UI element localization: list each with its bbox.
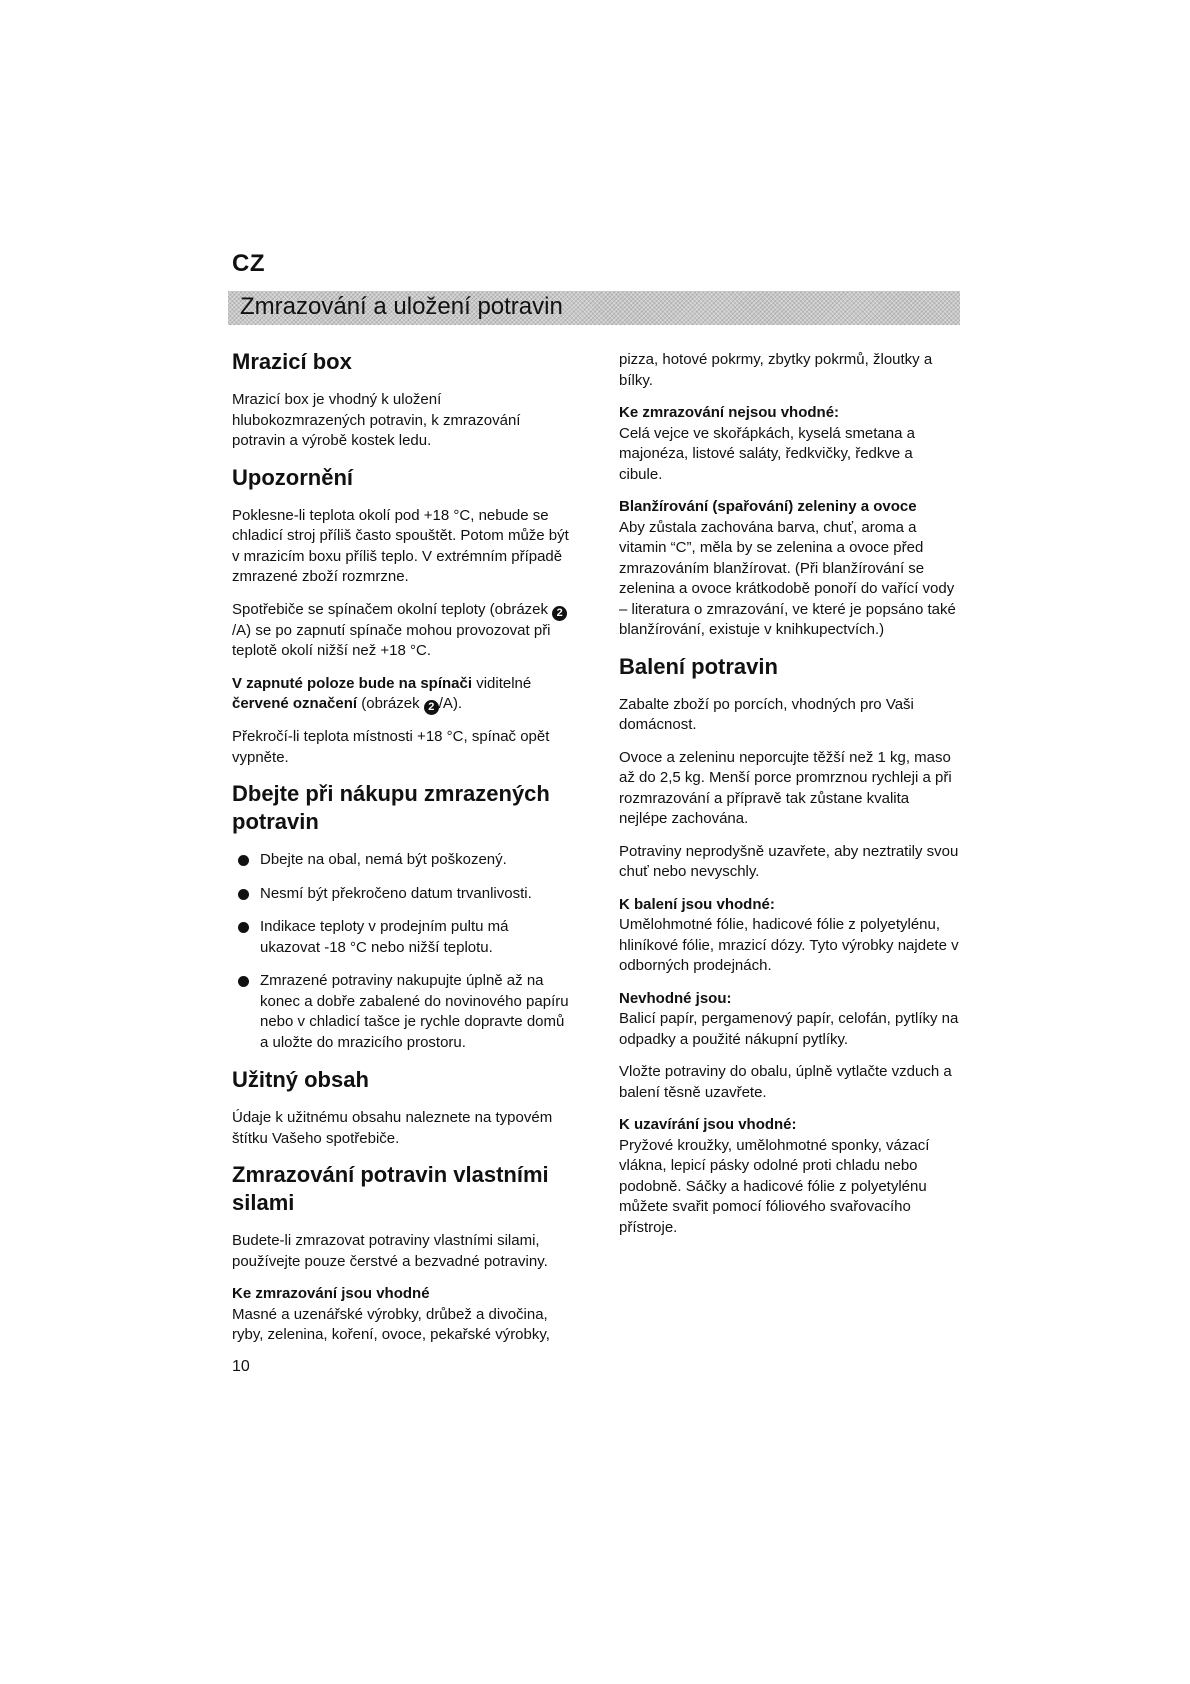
text: Balicí papír, pergamenový papír, celofán, pytlíky na odpadky a použité nákupní pytlíky. <box>619 1010 959 1048</box>
list-item <box>232 971 572 1053</box>
bullet-icon <box>238 855 249 866</box>
list-item <box>232 850 572 871</box>
heading-uzitny-obsah: Užitný obsah <box>232 1067 369 1092</box>
text: (obrázek <box>357 695 424 712</box>
page-number: 10 <box>232 1358 250 1375</box>
sub-heading: Ke zmrazování jsou vhodné <box>232 1285 430 1302</box>
section-title: Zmrazování a uložení potravin <box>240 293 563 320</box>
paragraph <box>619 497 959 641</box>
paragraph <box>619 895 959 977</box>
paragraph: Poklesne-li teplota okolí pod +18 °C, nebude se chladicí stroj příliš často spouštět. Potom může být v mrazicím boxu příliš teplo. V extrémním případě zmrazené zboží rozmrzne. <box>232 506 569 585</box>
heading-upozorneni: Upozornění <box>232 464 353 490</box>
list-item-text: Zmrazené potraviny nakupujte úplně až na konec a dobře zabalené do novinového papíru nebo v chladicí tašce je rychle dopravte domů a uložte do mrazicího prostoru. <box>260 972 569 1051</box>
text: viditelné <box>472 674 532 692</box>
paragraph <box>619 403 959 485</box>
paragraph: Zabalte zboží po porcích, vhodných pro Vaši domácnost. <box>619 695 914 733</box>
heading-mrazici-box: Mrazicí box <box>232 349 352 374</box>
bullet-icon <box>238 889 249 900</box>
text: /A). <box>438 695 463 712</box>
bold-text: V zapnuté poloze bude na spínači <box>232 674 473 692</box>
paragraph: pizza, hotové pokrmy, zbytky pokrmů, žloutky a bílky. <box>619 351 933 389</box>
paragraph: Vložte potraviny do obalu, úplně vytlačte vzduch a balení těsně uzavřete. <box>619 1063 952 1101</box>
paragraph <box>619 1115 959 1238</box>
sub-heading: K balení jsou vhodné: <box>619 895 775 913</box>
paragraph <box>232 600 572 662</box>
paragraph <box>232 674 572 716</box>
language-code: CZ <box>232 250 265 277</box>
bullet-list <box>232 850 572 1053</box>
sub-heading: Nevhodné jsou: <box>619 989 732 1007</box>
text: Aby zůstala zachována barva, chuť, aroma a vitamin “C”, měla by se zelenina a ovoce před zmrazováním blanžírovat. (Při blanžírování se zelenina a ovoce krátkodobě ponoří do vařící vody – literatura o zmrazování, ve které je popsáno také blanžírování, existuje v knihkupectvích.) <box>619 518 956 638</box>
paragraph <box>619 989 959 1051</box>
bold-text: červené označení <box>232 695 358 712</box>
list-item-text: Dbejte na obal, nemá být poškozený. <box>260 851 507 868</box>
section-banner <box>228 291 960 325</box>
sub-heading: K uzavírání jsou vhodné: <box>619 1116 797 1133</box>
paragraph: Mrazicí box je vhodný k uložení hlubokozmrazených potravin, k zmrazování potravin a výrobě kostek ledu. <box>232 391 521 449</box>
heading-baleni: Balení potravin <box>619 653 778 679</box>
text: Spotřebiče se spínačem okolní teploty (obrázek <box>232 600 553 618</box>
figure-number-icon: 2 <box>424 700 439 715</box>
text: Celá vejce ve skořápkách, kyselá smetana a majonéza, listové saláty, ředkvičky, ředkve a cibule. <box>619 424 915 483</box>
left-column <box>232 348 572 1358</box>
paragraph: Ovoce a zeleninu neporcujte těžší než 1 kg, maso až do 2,5 kg. Menší porce promrznou rychleji a při rozmrazování a přípravě tak zůstane kvalita nejlépe zachována. <box>619 748 952 827</box>
bullet-icon <box>238 922 249 933</box>
list-item <box>232 917 572 958</box>
sub-heading: Ke zmrazování nejsou vhodné: <box>619 404 840 421</box>
paragraph <box>232 1284 572 1346</box>
paragraph: Údaje k užitnému obsahu naleznete na typovém štítku Vašeho spotřebiče. <box>232 1109 553 1147</box>
text: Umělohmotné fólie, hadicové fólie z polyetylénu, hliníkové fólie, mrazicí dózy. Tyto výrobky najdete v odborných prodejnách. <box>619 916 959 974</box>
paragraph: Budete-li zmrazovat potraviny vlastními silami, používejte pouze čerstvé a bezvadné potraviny. <box>232 1232 548 1270</box>
list-item-text: Indikace teploty v prodejním pultu má ukazovat -18 °C nebo nižší teplotu. <box>260 918 509 956</box>
sub-heading: Blanžírování (spařování) zeleniny a ovoce <box>619 498 917 515</box>
bullet-icon <box>238 976 249 987</box>
right-column <box>619 350 959 1250</box>
paragraph: Potraviny neprodyšně uzavřete, aby neztratily svou chuť nebo nevyschly. <box>619 842 959 880</box>
figure-number-icon: 2 <box>552 606 567 621</box>
list-item-text: Nesmí být překročeno datum trvanlivosti. <box>260 884 532 902</box>
heading-vlastnimi-silami: Zmrazování potravin vlastními silami <box>232 1162 549 1215</box>
text: Pryžové kroužky, umělohmotné sponky, vázací vlákna, lepicí pásky odolné proti chladu nebo podobně. Sáčky a hadicové fólie z polyetylénu můžete svařit pomocí fóliového svařovacího přístroje. <box>619 1136 930 1236</box>
heading-nakup: Dbejte při nákupu zmrazených potravin <box>232 781 550 834</box>
text: /A) se po zapnutí spínače mohou provozovat při teplotě okolí nižší než +18 °C. <box>232 621 551 659</box>
list-item <box>232 884 572 905</box>
text: Masné a uzenářské výrobky, drůbež a divočina, ryby, zelenina, koření, ovoce, pekařské výrobky, <box>232 1305 550 1343</box>
paragraph: Překročí-li teplota místnosti +18 °C, spínač opět vypněte. <box>232 728 550 766</box>
